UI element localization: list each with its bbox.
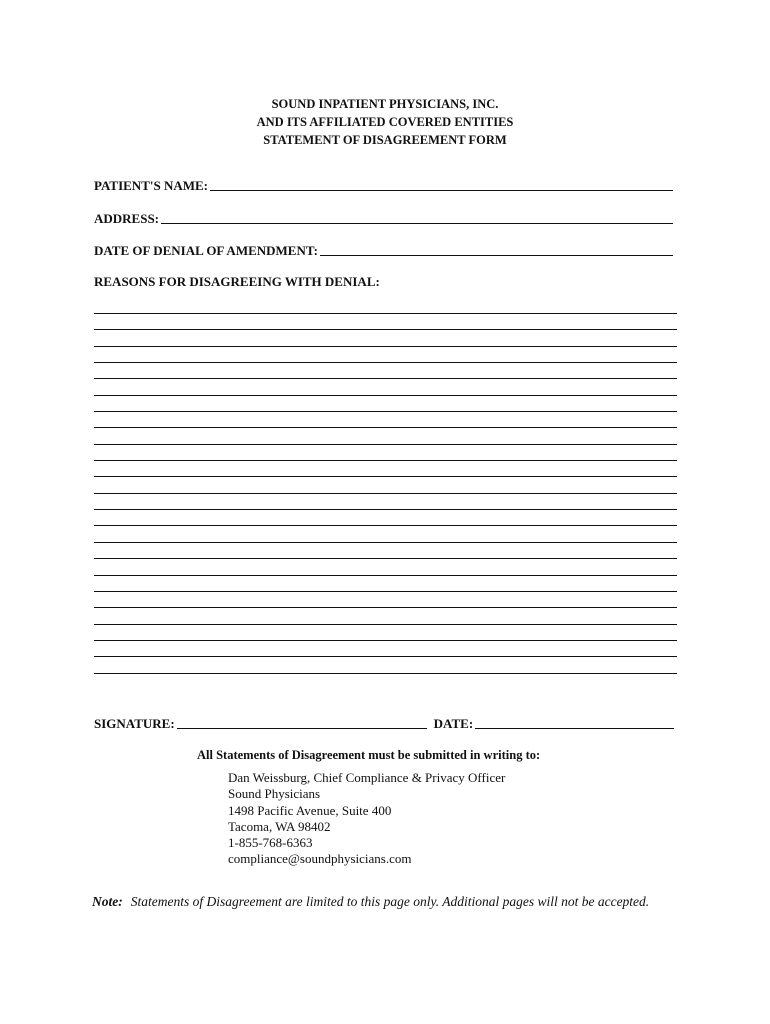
reason-line[interactable] [94, 493, 677, 494]
patient-name-field[interactable] [210, 176, 673, 191]
company-name: SOUND INPATIENT PHYSICIANS, INC. [271, 97, 499, 111]
contact-block [228, 770, 505, 868]
reason-line[interactable] [94, 362, 677, 363]
note-label: Note: [92, 894, 123, 909]
reason-line[interactable] [94, 542, 677, 543]
date-label: DATE: [433, 716, 474, 731]
reason-line[interactable] [94, 673, 677, 674]
contact-email: compliance@soundphysicians.com [228, 851, 412, 867]
reasons-label: REASONS FOR DISAGREEING WITH DENIAL: [94, 274, 380, 289]
address-row [94, 209, 673, 227]
patient-name-row [94, 176, 673, 194]
reason-line[interactable] [94, 509, 677, 510]
affiliated-entities: AND ITS AFFILIATED COVERED ENTITIES [256, 115, 514, 129]
reasons-field[interactable] [94, 313, 677, 689]
reason-line[interactable] [94, 525, 677, 526]
reason-line[interactable] [94, 444, 677, 445]
address-label: ADDRESS: [94, 211, 160, 226]
reason-line[interactable] [94, 346, 677, 347]
contact-officer: Dan Weissburg, Chief Compliance & Privacy Officer [228, 770, 506, 785]
reason-line[interactable] [94, 607, 677, 608]
signature-label: SIGNATURE: [94, 716, 175, 731]
reason-line[interactable] [94, 427, 677, 428]
reason-line[interactable] [94, 395, 677, 396]
reason-line[interactable] [94, 460, 677, 461]
reason-line[interactable] [94, 329, 677, 330]
reason-line[interactable] [94, 656, 677, 657]
denial-date-label: DATE OF DENIAL OF AMENDMENT: [94, 243, 318, 258]
contact-organization: Sound Physicians [228, 786, 321, 802]
reason-line[interactable] [94, 591, 677, 592]
address-field[interactable] [161, 209, 673, 224]
note-text: Statements of Disagreement are limited to this page only. Additional pages will not be accepted. [130, 894, 650, 909]
page-limit-note [92, 893, 682, 910]
reason-line[interactable] [94, 313, 677, 314]
reason-line[interactable] [94, 558, 677, 559]
contact-phone: 1-855-768-6363 [228, 835, 313, 851]
denial-date-row [94, 241, 673, 259]
reason-line[interactable] [94, 575, 677, 576]
signature-field[interactable] [177, 714, 427, 729]
reason-line[interactable] [94, 640, 677, 641]
reason-line[interactable] [94, 411, 677, 412]
signature-row [94, 714, 674, 732]
contact-street: 1498 Pacific Avenue, Suite 400 [228, 802, 392, 818]
reason-line[interactable] [94, 476, 677, 477]
date-field[interactable] [475, 714, 674, 729]
reason-line[interactable] [94, 624, 677, 625]
form-title: STATEMENT OF DISAGREEMENT FORM [263, 133, 507, 147]
reason-line[interactable] [94, 378, 677, 379]
contact-city: Tacoma, WA 98402 [228, 818, 331, 834]
form-header [0, 95, 770, 149]
denial-date-field[interactable] [320, 241, 673, 256]
submission-instruction: All Statements of Disagreement must be submitted in writing to: [197, 748, 541, 762]
patient-name-label: PATIENT'S NAME: [94, 178, 208, 193]
